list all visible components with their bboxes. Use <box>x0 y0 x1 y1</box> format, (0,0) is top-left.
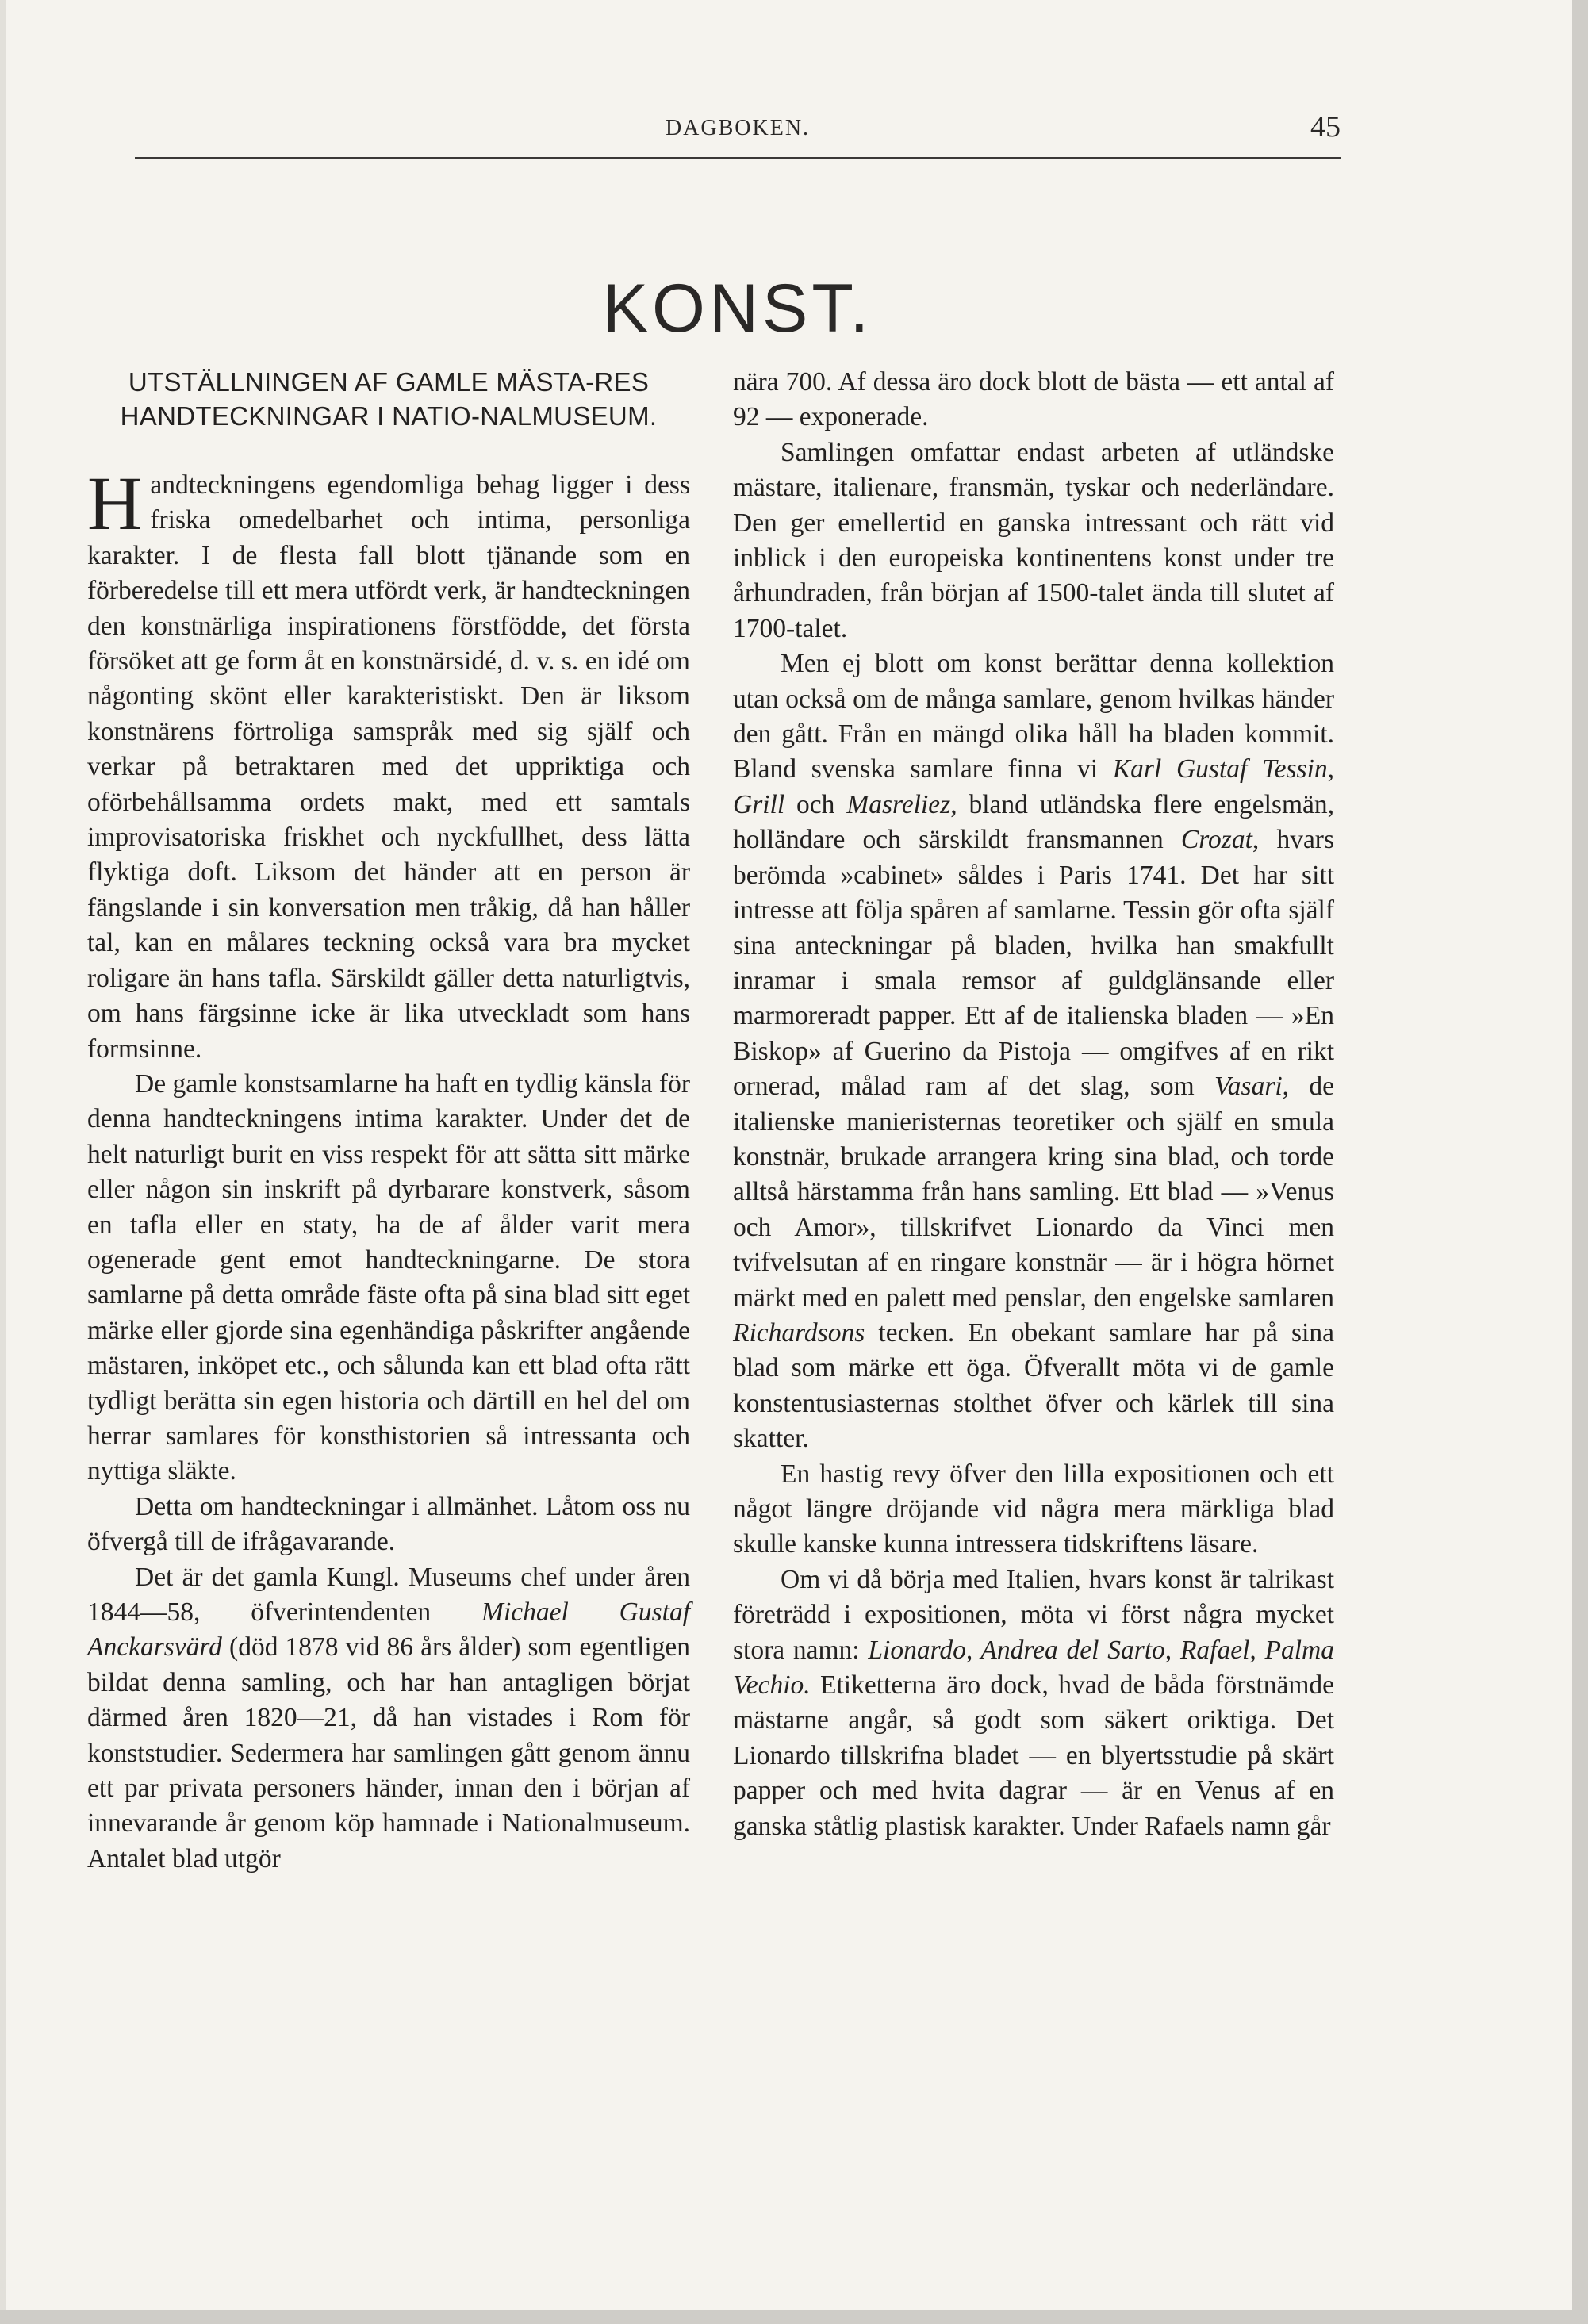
running-title: DAGBOKEN. <box>665 116 811 140</box>
name-crozat: Crozat <box>1180 825 1252 855</box>
name-vasari: Vasari <box>1214 1072 1283 1102</box>
left-column <box>87 365 690 1877</box>
name-grill: Grill <box>733 789 785 819</box>
paragraph-continuation: nära 700. Af dessa äro dock blott de bästa — ett antal af 92 — exponerade. <box>733 367 1334 432</box>
page-edge-shadow <box>0 0 6 2310</box>
name-tessin: Karl Gustaf Tessin <box>1112 754 1328 784</box>
paragraph-6-text-g: tecken. En obekant samlare har på sina blad som märke ett öga. Öfverallt möta vi de gamle konstentusiasternas stolthet öfver och kärlek till sina skatter. <box>733 1317 1334 1454</box>
paragraph-8-text-b: Etiketterna äro dock, hvad de båda förstnämde mästarne angår, så godt som säkert oriktiga. Det Lionardo tillskrifna bladet — en blyertsstudie på skärt papper och med hvita dagrar — är en Venus af en ganska ståtlig plastisk karakter. Under Rafaels namn går <box>733 1670 1334 1841</box>
paragraph-6-text-f: , de italienske manieristernas teoretiker och själf en smula konstnär, brukade arrangera kring sina blad, och torde alltså härstamma från hans samling. Ett blad — »Venus och Amor», tillskrifvet Lionardo da Vinci men tvifvelsutan af en ringare konstnär — är i högra hörnet märkt med en palett med penslar, den engelske samlaren <box>733 1072 1334 1313</box>
paragraph-5: Samlingen omfattar endast arbeten af utländske mästare, italienare, fransmän, tyskar och nederländare. Den ger emellertid en ganska intressant och rätt vid inblick i den europeiska kontinentens konst under tre århundraden, från början af 1500-talet ända till slutet af 1700-talet. <box>733 437 1334 643</box>
paragraph-7: En hastig revy öfver den lilla expositionen och ett något längre dröjande vid några mera märkliga blad skulle kanske kunna intressera tidskriftens läsare. <box>733 1459 1334 1559</box>
right-column <box>733 365 1334 1844</box>
paragraph-4 <box>87 1560 690 1877</box>
paragraph-6-text-b: , <box>1327 754 1334 784</box>
name-richardsons: Richardsons <box>733 1317 865 1348</box>
paragraph-6-text-d: , bland utländska flere engelsmän, holländare och särskildt fransmannen <box>733 789 1334 855</box>
paragraph-1-text: andteckningens egendomliga behag ligger i dess friska omedelbarhet och intima, personliga karakter. I de flesta fall blott tjänande som en förberedelse till ett mera utfördt verk, är handteckningen den konstnärliga inspirationens förstfödde, det första försöket att ge form åt en konstnärsidé, d. v. s. en idé om någonting skönt eller karakteristiskt. Den är liksom konstnärens förtroliga samspråk med sig själf och verkar på betraktaren med det uppriktiga och oförbehållsamma ordets makt, med ett samtals improvisatoriska friskhet och nyckfullhet, dess lätta flyktiga doft. Liksom det händer att en person är fängslande i sin konversation men tråkig, då han håller tal, kan en målares teckning också vara bra mycket roligare än hans tafla. Särskildt gäller detta naturligtvis, om hans färgsinne icke är lika utveckladt som hans formsinne. <box>87 470 690 1064</box>
name-masreliez: Masreliez <box>846 789 951 819</box>
paragraph-6-text-e: , hvars berömda »cabinet» såldes i Paris 1741. Det har sitt intresse att följa spåren af samlarne. Tessin gör ofta själf sina anteckningar på bladen, hvilka han smakfullt inramar i smala remsor af guldglänsande eller marmoreradt papper. Ett af de italienska bladen — »En Biskop» af Guerino da Pistoja — omgifves af en rikt ornerad, målad ram af det slag, som <box>733 825 1335 1102</box>
paragraph-2: De gamle konstsamlarne ha haft en tydlig känsla för denna handteckningens intima karakter. Under det de helt naturligt burit en viss respekt för att sätta sitt märke eller någon sin inskrift på dyrbarare konstverk, såsom en tafla eller en staty, ha de af ålder varit mera ogenerade gent emot handteckningarne. De stora samlarne på detta område fäste ofta på sina blad sitt eget märke eller gjorde sina egenhändiga påskrifter angående mästaren, inköpet etc., och sålunda kan ett blad ofta rätt tydligt berätta sin egen historia och därtill en hel del om herrar samlares för konsthistorien så intressanta och nyttiga släkte. <box>87 1068 690 1486</box>
paragraph-6-text-c: och <box>784 789 847 819</box>
artist-names: Lionardo, Andrea del Sarto, Rafael, Palma Vechio. <box>733 1635 1334 1701</box>
collector-name: Michael Gustaf Anckarsvärd <box>87 1597 690 1662</box>
paragraph-8-text-a: Om vi då börja med Italien, hvars konst är talrikast företrädd i expositionen, möta vi först några mycket stora namn: <box>733 1564 1334 1665</box>
paragraph-4-text-a: Det är det gamla Kungl. Museums chef under åren 1844—58, öfverintendenten <box>87 1562 690 1627</box>
drop-cap: H <box>87 461 143 546</box>
section-title: KONST. <box>602 270 873 347</box>
paragraph-6-text-a: Men ej blott om konst berättar denna kollektion utan också om de många samlare, genom hvilkas händer den gått. Från en mängd olika håll ha bladen kommit. Bland svenska samlare finna vi <box>733 649 1334 784</box>
paragraph-4-text-b: (död 1878 vid 86 års ålder) som egentligen bildat denna samling, och har han antagligen börjat därmed åren 1820—21, då han vistades i Rom för konststudier. Sedermera har samlingen gått genom ännu ett par privata personers händer, innan den i början af innevarande år genom köp hamnade i Nationalmuseum. Antalet blad utgör <box>87 1632 690 1873</box>
article-heading: UTSTÄLLNINGEN AF GAMLE MÄSTA-RES HANDTECKNINGAR I NATIO-NALMUSEUM. <box>120 367 658 431</box>
paragraph-3: Detta om handteckningar i allmänhet. Låtom oss nu öfvergå till de ifrågavarande. <box>87 1491 690 1557</box>
running-head <box>135 110 1341 159</box>
page-number: 45 <box>1310 110 1341 144</box>
paragraph-8 <box>733 1563 1334 1844</box>
paragraph-6 <box>733 646 1334 1456</box>
paragraph-1 <box>87 461 690 1067</box>
